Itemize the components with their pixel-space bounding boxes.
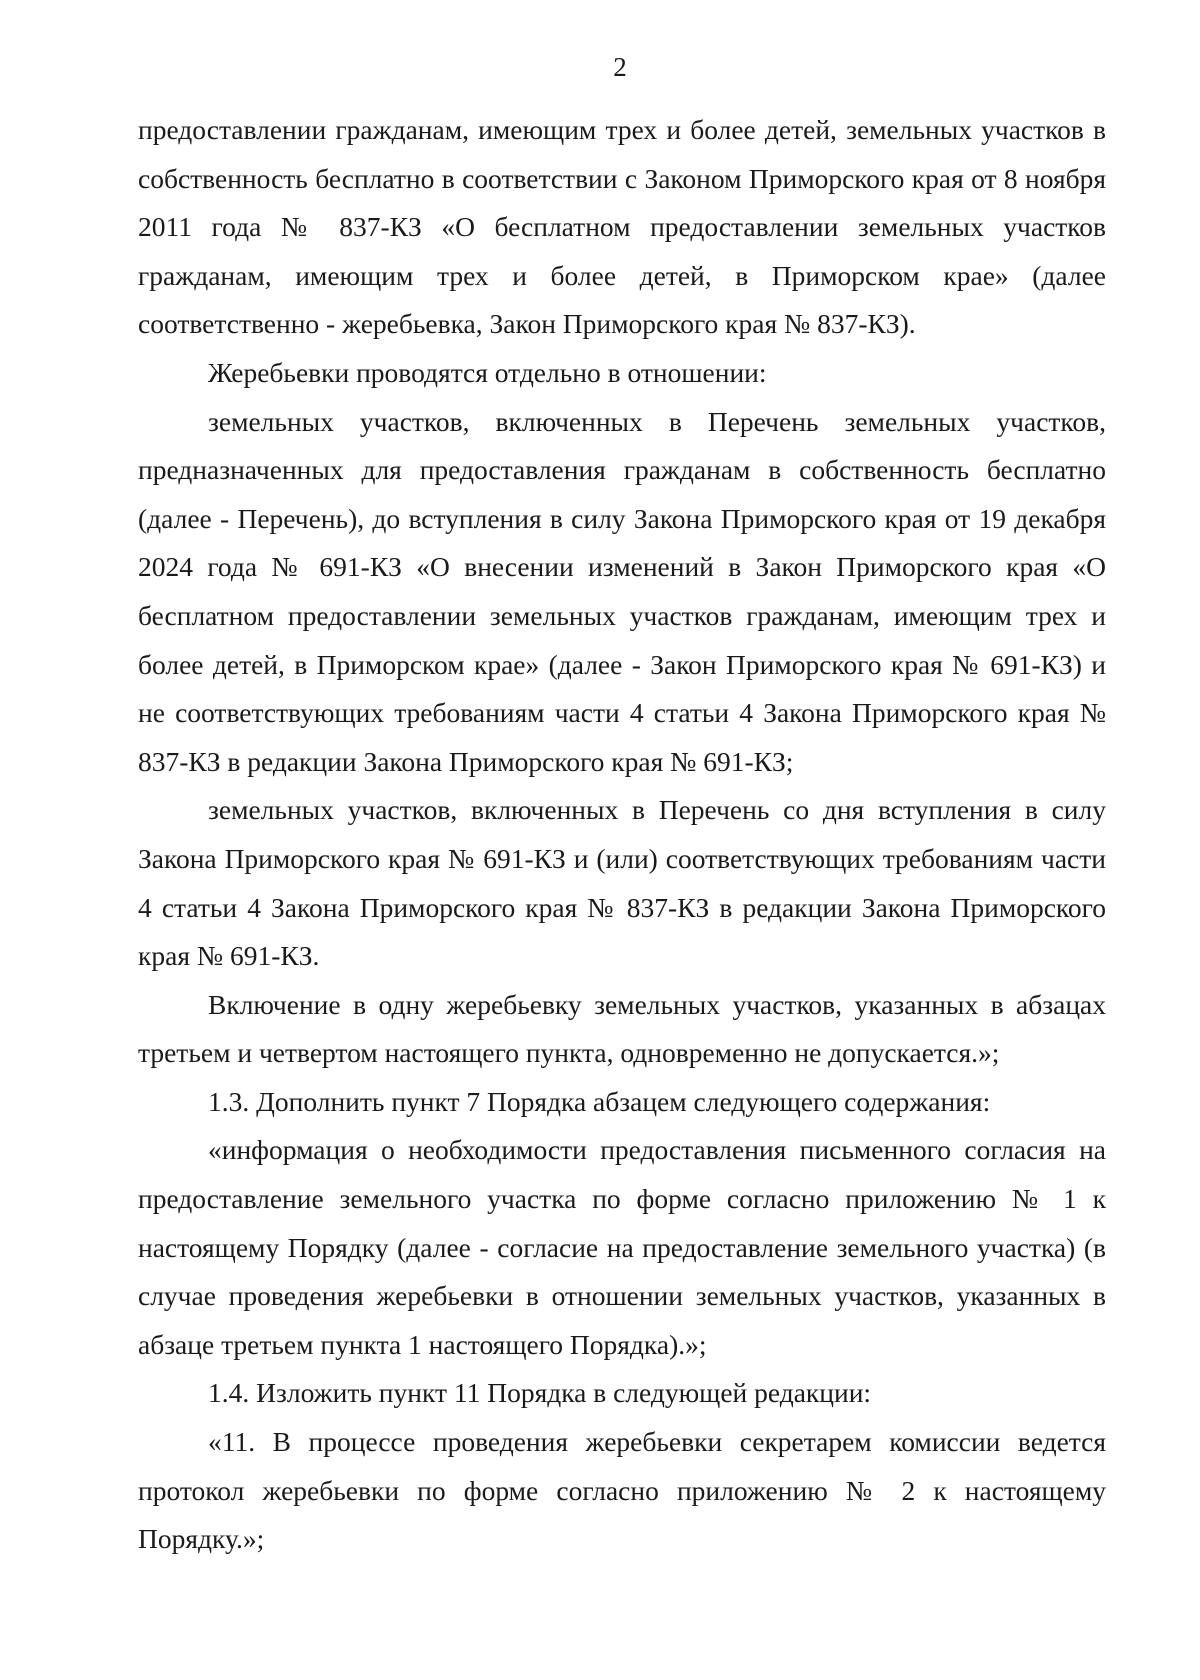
paragraph-lottery-case-2: земельных участков, включенных в Перечень со дня вступления в силу Закона Приморского края № 691-КЗ и (или) соответствующих требованиям части 4 статьи 4 Закона Приморского края № 837-КЗ в редакции Закона Приморского края № 691-КЗ. xyxy=(138,794,1106,972)
paragraph-lottery-restriction: Включение в одну жеребьевку земельных участков, указанных в абзацах третьем и четвертом настоящего пункта, одновременно не допускается.»; xyxy=(138,988,1106,1069)
paragraph-item-1-4: 1.4. Изложить пункт 11 Порядка в следующей редакции: xyxy=(208,1377,872,1409)
document-body xyxy=(138,106,1106,1564)
paragraph-item-1-3-content: «информация о необходимости предоставления письменного согласия на предоставление земельного участка по форме согласно приложению № 1 к настоящему Порядку (далее - согласие на предоставление земельного участка) (в случае проведения жеребьевки в отношении земельных участков, указанных в абзаце третьем пункта 1 настоящего Порядка).»; xyxy=(138,1134,1106,1360)
paragraph-item-1-3: 1.3. Дополнить пункт 7 Порядка абзацем следующего содержания: xyxy=(208,1085,991,1117)
paragraph-continuation: предоставлении гражданам, имеющим трех и более детей, земельных участков в собственность бесплатно в соответствии с Законом Приморского края от 8 ноября 2011 года № 837-КЗ «О бесплатном предоставлении земельных участков гражданам, имеющим трех и более детей, в Приморском крае» (далее соответственно - жеребьевка, Закон Приморского края № 837-КЗ). xyxy=(138,114,1106,340)
paragraph-item-1-4-content: «11. В процессе проведения жеребьевки секретарем комиссии ведется протокол жеребьевки по форме согласно приложению № 2 к настоящему Порядку.»; xyxy=(138,1426,1106,1555)
page-number: 2 xyxy=(613,52,627,82)
paragraph-lottery-intro: Жеребьевки проводятся отдельно в отношении: xyxy=(208,356,767,388)
paragraph-lottery-case-1: земельных участков, включенных в Перечень земельных участков, предназначенных для предоставления гражданам в собственность бесплатно (далее - Перечень), до вступления в силу Закона Приморского края от 19 декабря 2024 года № 691-КЗ «О внесении изменений в Закон Приморского края «О бесплатном предоставлении земельных участков гражданам, имеющим трех и более детей, в Приморском крае» (далее - Закон Приморского края № 691-КЗ) и не соответствующих требованиям части 4 статьи 4 Закона Приморского края № 837-КЗ в редакции Закона Приморского края № 691-КЗ; xyxy=(138,405,1106,777)
